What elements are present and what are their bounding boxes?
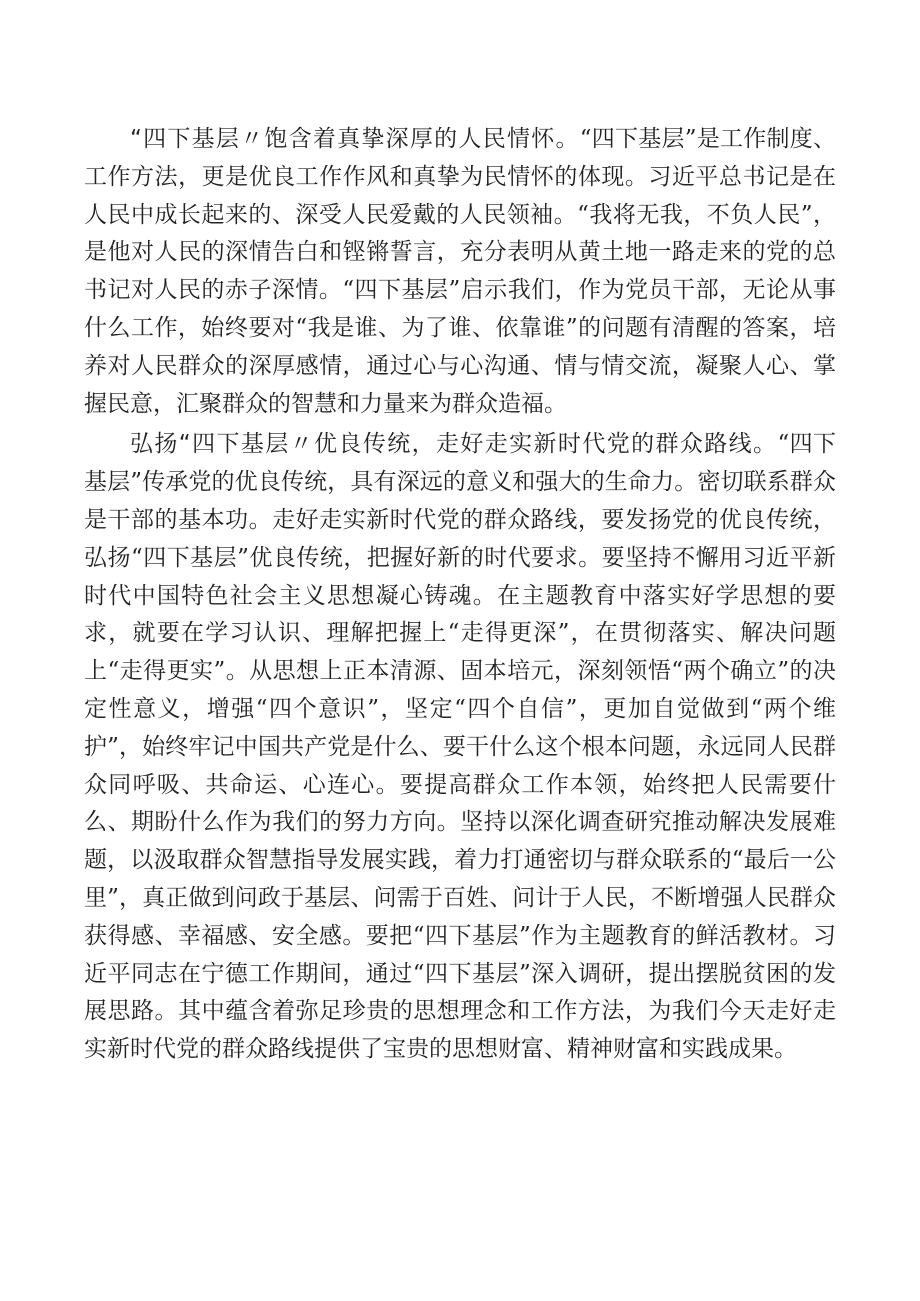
paragraph-1 <box>84 121 836 423</box>
paragraph-1-text: “四下基层”是工作制度、工作方法，更是优良工作作风和真挚为民情怀的体现。习近平总书记是在人民中成长起来的、深受人民爱戴的人民领袖。“我将无我，不负人民”，是他对人民的深情告白和铿锵誓言，充分表明从黄土地一路走来的党的总书记对人民的赤子深情。“四下基层”启示我们，作为党员干部，无论从事什么工作，始终要对“我是谁、为了谁、依靠谁”的问题有清醒的答案，培养对人民群众的深厚感情，通过心与心沟通、情与情交流，凝聚人心、掌握民意，汇聚群众的智慧和力量来为群众造福。 <box>84 126 836 417</box>
paragraph-2 <box>84 426 836 1069</box>
paragraph-1-lead: “四下基层〃饱含着真挚深厚的人民情怀。 <box>130 126 580 152</box>
paragraph-2-lead: 弘扬“四下基层〃优良传统，走好走实新时代党的群众路线。 <box>130 431 778 458</box>
document-body <box>84 121 836 1072</box>
paragraph-2-text: “四下基层”传承党的优良传统，具有深远的意义和强大的生命力。密切联系群众是干部的基本功。走好走实新时代党的群众路线，要发扬党的优良传统，弘扬“四下基层”优良传统，把握好新的时代要求。要坚持不懈用习近平新时代中国特色社会主义思想凝心铸魂。在主题教育中落实好学思想的要求，就要在学习认识、理解把握上“走得更深”，在贯彻落实、解决问题上“走得更实”。从思想上正本清源、固本培元，深刻领悟“两个确立”的决定性意义，增强“四个意识”，坚定“四个自信”，更加自觉做到“两个维护”，始终牢记中国共产党是什么、要干什么这个根本问题，永远同人民群众同呼吸、共命运、心连心。要提高群众工作本领，始终把人民需要什么、期盼什么作为我们的努力方向。坚持以深化调查研究推动解决发展难题，以汲取群众智慧指导发展实践，着力打通密切与群众联系的“最后一公里”，真正做到问政于基层、问需于百姓、问计于人民，不断增强人民群众获得感、幸福感、安全感。要把“四下基层”作为主题教育的鲜活教材。习近平同志在宁德工作期间，通过“四下基层”深入调研，提出摆脱贫困的发展思路。其中蕴含着弥足珍贵的思想理念和工作方法，为我们今天走好走实新时代党的群众路线提供了宝贵的思想财富、精神财富和实践成果。 <box>84 431 836 1063</box>
